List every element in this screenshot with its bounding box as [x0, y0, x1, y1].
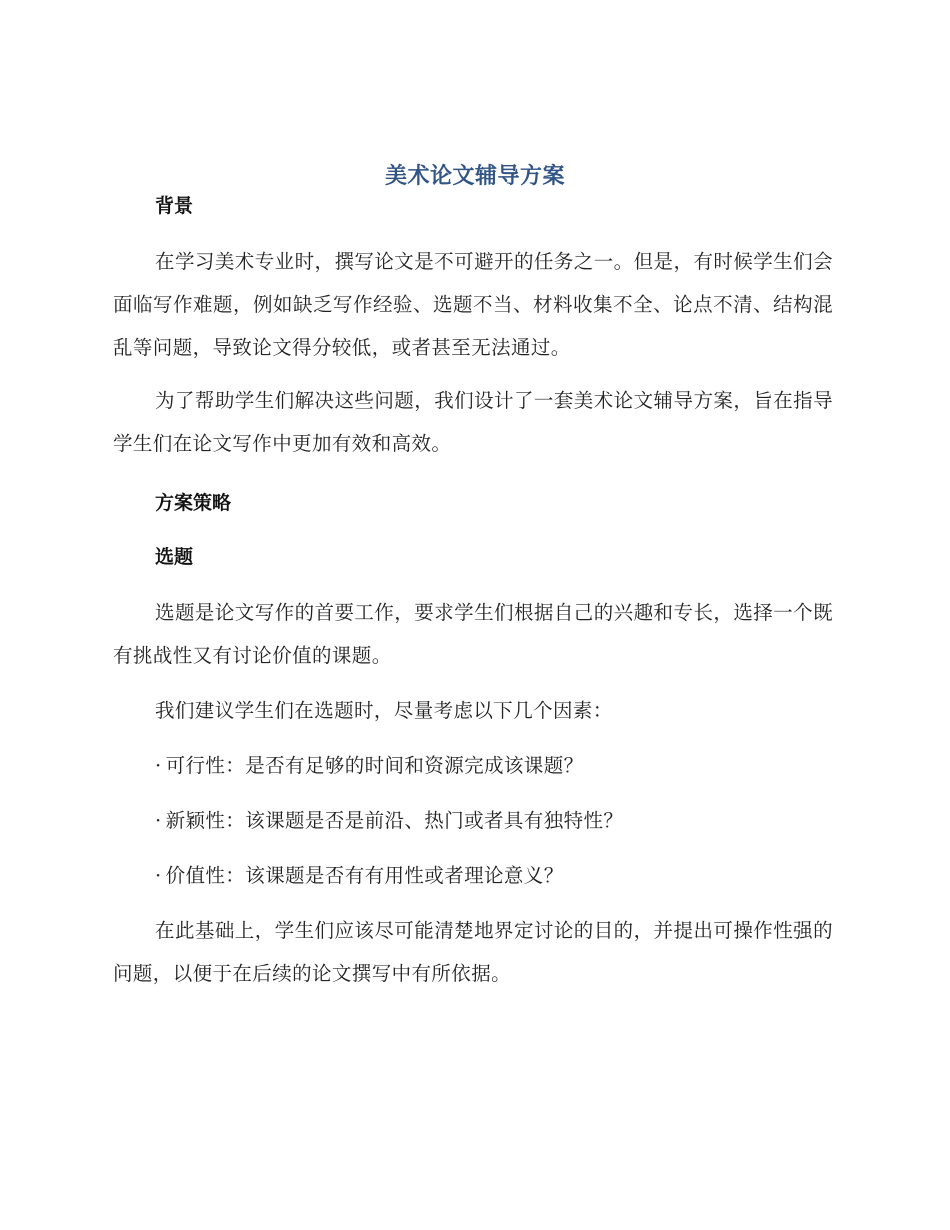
- paragraph: 选题是论文写作的首要工作，要求学生们根据自己的兴趣和专长，选择一个既有挑战性又有讨论价值的课题。: [113, 601, 833, 667]
- bullet-marker: ·: [155, 754, 162, 777]
- document-body: [113, 190, 833, 995]
- paragraph: 在此基础上，学生们应该尽可能清楚地界定讨论的目的，并提出可操作性强的问题，以便于在后续的论文撰写中有所依据。: [113, 919, 833, 985]
- paragraph: 我们建议学生们在选题时，尽量考虑以下几个因素：: [155, 699, 613, 722]
- bullet-item: [113, 799, 833, 842]
- bullet-text: 新颖性：该课题是否是前沿、热门或者具有独特性？: [165, 809, 624, 832]
- section-heading-topic: 选题: [155, 546, 194, 568]
- bullet-text: 可行性：是否有足够的时间和资源完成该课题？: [165, 754, 584, 777]
- paragraph: 为了帮助学生们解决这些问题，我们设计了一套美术论文辅导方案，旨在指导学生们在论文写作中更加有效和高效。: [113, 389, 833, 455]
- section-heading-background: 背景: [155, 195, 194, 217]
- section-heading-strategy: 方案策略: [155, 492, 232, 514]
- bullet-marker: ·: [155, 864, 162, 887]
- document-title: 美术论文辅导方案: [384, 163, 565, 189]
- bullet-text: 价值性：该课题是否有有用性或者理论意义？: [165, 864, 564, 887]
- bullet-marker: ·: [155, 809, 162, 832]
- paragraph: 在学习美术专业时，撰写论文是不可避开的任务之一。但是，有时候学生们会面临写作难题，例如缺乏写作经验、选题不当、材料收集不全、论点不清、结构混乱等问题，导致论文得分较低，或者甚至无法通过。: [113, 250, 833, 359]
- bullet-item: [113, 854, 833, 897]
- bullet-item: [113, 744, 833, 787]
